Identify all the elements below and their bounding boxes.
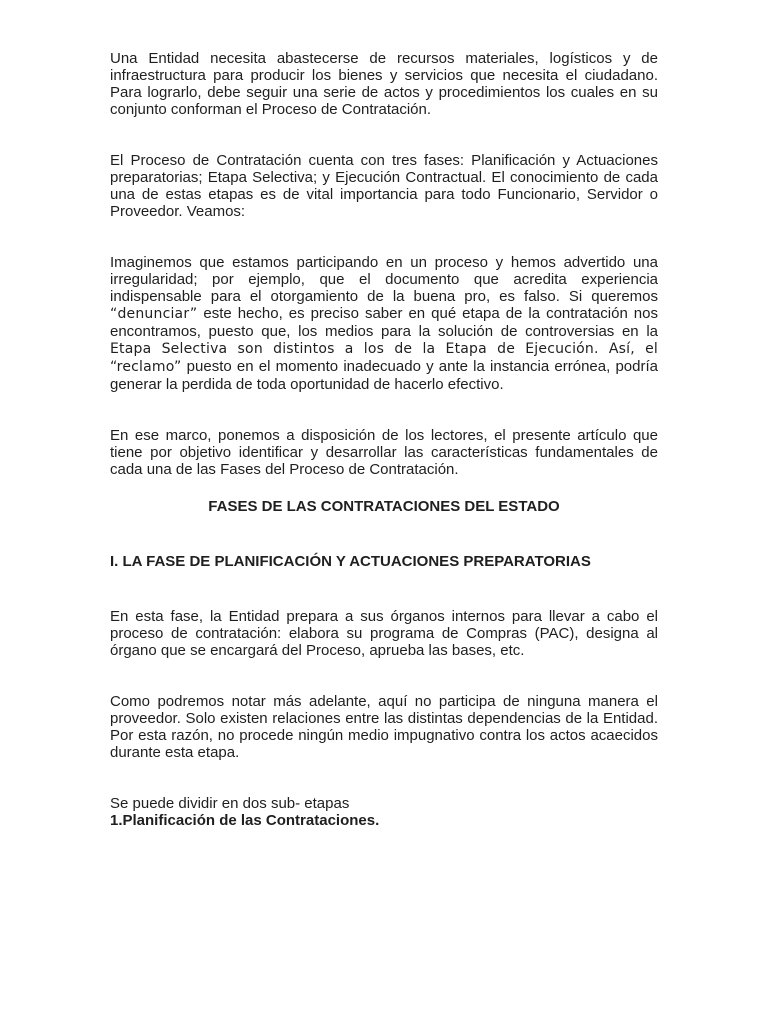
paragraph-example-text-2: este hecho, es preciso saber en qué etapa de la contratación nos encontramos, puesto que, los medios para la solución de controversias en la: [110, 305, 658, 340]
paragraph-phases: El Proceso de Contratación cuenta con tres fases: Planificación y Actuaciones preparatorias; Etapa Selectiva; y Ejecución Contractual. El conocimiento de cada una de estas etapas es de vital importancia para todo Funcionario, Servidor o Proveedor. Veamos:: [110, 152, 658, 220]
paragraph-framework: En ese marco, ponemos a disposición de los lectores, el presente artículo que tiene por objetivo identificar y desarrollar las características fundamentales de cada una de las Fases del Proceso de Contratación.: [110, 427, 658, 478]
quoted-denunciar: “denunciar”: [110, 306, 198, 322]
paragraph-section-1: En esta fase, la Entidad prepara a sus órganos internos para llevar a cabo el proceso de contratación: elabora su programa de Compras (PAC), designa al órgano que se encargará del Proceso, aprueba las bases, etc.: [110, 608, 658, 659]
document-title: FASES DE LAS CONTRATACIONES DEL ESTADO: [208, 498, 560, 515]
paragraph-example-text-1: Imaginemos que estamos participando en un proceso y hemos advertido una irregularidad; por ejemplo, que el documento que acredita experiencia indispensable para el otorgamiento de la buena pro, es falso. Si queremos: [110, 254, 658, 305]
paragraph-section-3: Se puede dividir en dos sub- etapas: [110, 795, 350, 812]
section-heading: I. LA FASE DE PLANIFICACIÓN Y ACTUACIONES PREPARATORIAS: [110, 553, 591, 570]
paragraph-section-2: Como podremos notar más adelante, aquí no participa de ninguna manera el proveedor. Solo existen relaciones entre las distintas dependencias de la Entidad. Por esta razón, no procede ningún medio impugnativo contra los actos acaecidos durante esta etapa.: [110, 693, 658, 761]
paragraph-intro: Una Entidad necesita abastecerse de recursos materiales, logísticos y de infraestructura para producir los bienes y servicios que necesita el ciudadano. Para lograrlo, debe seguir una serie de actos y procedimientos los cuales en su conjunto conforman el Proceso de Contratación.: [110, 50, 658, 118]
paragraph-example-text-4: puesto en el momento inadecuado y ante la instancia errónea, podría generar la perdida de toda oportunidad de hacerlo efectivo.: [110, 358, 658, 393]
subheading: 1.Planificación de las Contrataciones.: [110, 812, 380, 829]
document-page: [110, 50, 658, 829]
paragraph-example: [110, 254, 658, 393]
paragraph-example-text-3: Etapa Selectiva son distintos a los de la Etapa de Ejecución. Así, el “reclamo”: [110, 341, 658, 375]
